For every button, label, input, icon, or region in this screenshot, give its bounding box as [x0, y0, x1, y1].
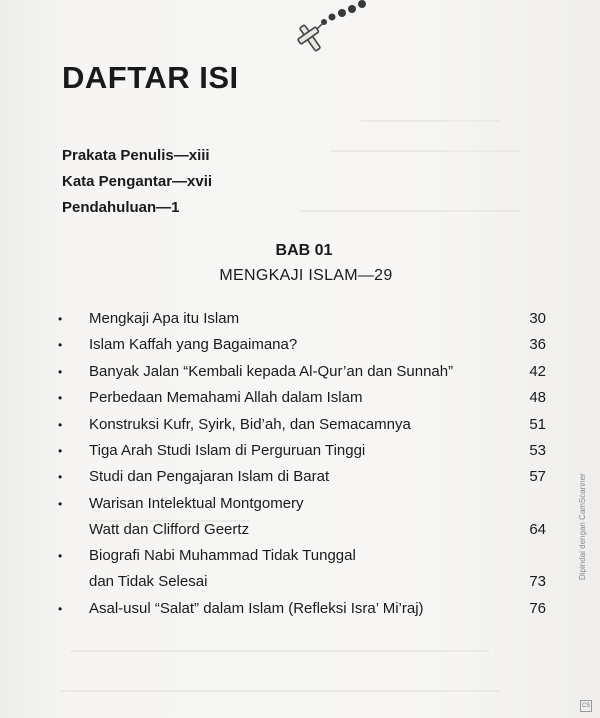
toc-entry-line: Mengkaji Apa itu Islam	[89, 310, 240, 327]
bullet-icon: •	[58, 365, 63, 379]
toc-entry-line: Warisan Intelektual Montgomery	[89, 495, 304, 512]
front-matter-list	[62, 143, 212, 221]
bullet-icon: •	[58, 312, 63, 326]
toc-entry	[58, 306, 548, 332]
toc-entry-line: Watt dan Clifford Geertz	[89, 521, 250, 538]
toc-entry	[58, 491, 548, 543]
toc-entry	[58, 385, 548, 411]
toc-entry	[58, 412, 548, 438]
toc-entry-line: Studi dan Pengajaran Islam di Barat	[89, 468, 330, 485]
toc-entry-page-number: 53	[529, 442, 546, 459]
front-matter-item: Prakata Penulis—xiii	[62, 147, 210, 164]
toc-entry-page-number: 64	[529, 521, 546, 538]
toc-entry	[58, 438, 548, 464]
bleed-through-mark	[330, 150, 520, 152]
toc-entry-line: dan Tidak Selesai	[89, 573, 208, 590]
toc-entry	[58, 464, 548, 490]
bullet-icon: •	[58, 549, 63, 563]
bullet-icon: •	[58, 444, 63, 458]
bleed-through-mark	[60, 690, 500, 692]
toc-entry	[58, 596, 548, 622]
toc-entry-title	[89, 306, 548, 332]
bullet-icon: •	[58, 338, 63, 352]
toc-entry	[58, 332, 548, 358]
toc-entry-title	[89, 543, 548, 595]
toc-entry-title	[89, 464, 548, 490]
toc-entry-page-number: 42	[529, 363, 546, 380]
toc-entry-title	[89, 332, 548, 358]
bleed-through-mark	[70, 650, 490, 652]
toc-entry-line: Biografi Nabi Muhammad Tidak Tunggal	[89, 547, 356, 564]
page-title: DAFTAR ISI	[62, 60, 239, 95]
toc-entry-page-number: 57	[529, 468, 546, 485]
toc-entry-line: Islam Kaffah yang Bagaimana?	[89, 336, 298, 353]
toc-entry-line: Konstruksi Kufr, Syirk, Bid’ah, dan Semacamnya	[89, 416, 411, 433]
toc-entry	[58, 359, 548, 385]
toc-entry-page-number: 73	[529, 573, 546, 590]
toc-entry	[58, 543, 548, 595]
table-of-contents	[58, 306, 548, 623]
toc-entry-page-number: 51	[529, 416, 546, 433]
rosary-cross-illustration	[290, 0, 380, 60]
front-matter-item: Kata Pengantar—xvii	[62, 173, 213, 190]
toc-entry-page-number: 30	[529, 310, 546, 327]
toc-entry-page-number: 36	[529, 336, 546, 353]
toc-entry-page-number: 48	[529, 389, 546, 406]
bullet-icon: •	[58, 391, 63, 405]
toc-entry-title	[89, 596, 548, 622]
camscanner-logo: CS	[580, 700, 592, 712]
scanner-watermark: Dipindai dengan CamScanner	[578, 473, 587, 580]
bullet-icon: •	[58, 418, 63, 432]
chapter-number: BAB 01	[275, 242, 333, 259]
bleed-through-mark	[360, 120, 500, 122]
toc-entry-title	[89, 438, 548, 464]
toc-entry-line: Banyak Jalan “Kembali kepada Al-Qur’an dan Sunnah”	[89, 363, 454, 380]
toc-entry-title	[89, 359, 548, 385]
bullet-icon: •	[58, 497, 63, 511]
toc-entry-title	[89, 491, 548, 543]
chapter-title: MENGKAJI ISLAM—29	[219, 267, 393, 284]
toc-entry-title	[89, 385, 548, 411]
front-matter-item: Pendahuluan—1	[62, 199, 180, 216]
toc-entry-page-number: 76	[529, 600, 546, 617]
toc-entry-line: Asal-usul “Salat” dalam Islam (Refleksi Isra’ Mi’raj)	[89, 600, 424, 617]
toc-entry-line: Tiga Arah Studi Islam di Perguruan Tinggi	[89, 442, 366, 459]
toc-entry-line: Perbedaan Memahami Allah dalam Islam	[89, 389, 363, 406]
bullet-icon: •	[58, 470, 63, 484]
bullet-icon: •	[58, 602, 63, 616]
bleed-through-mark	[300, 210, 520, 212]
toc-entry-title	[89, 412, 548, 438]
